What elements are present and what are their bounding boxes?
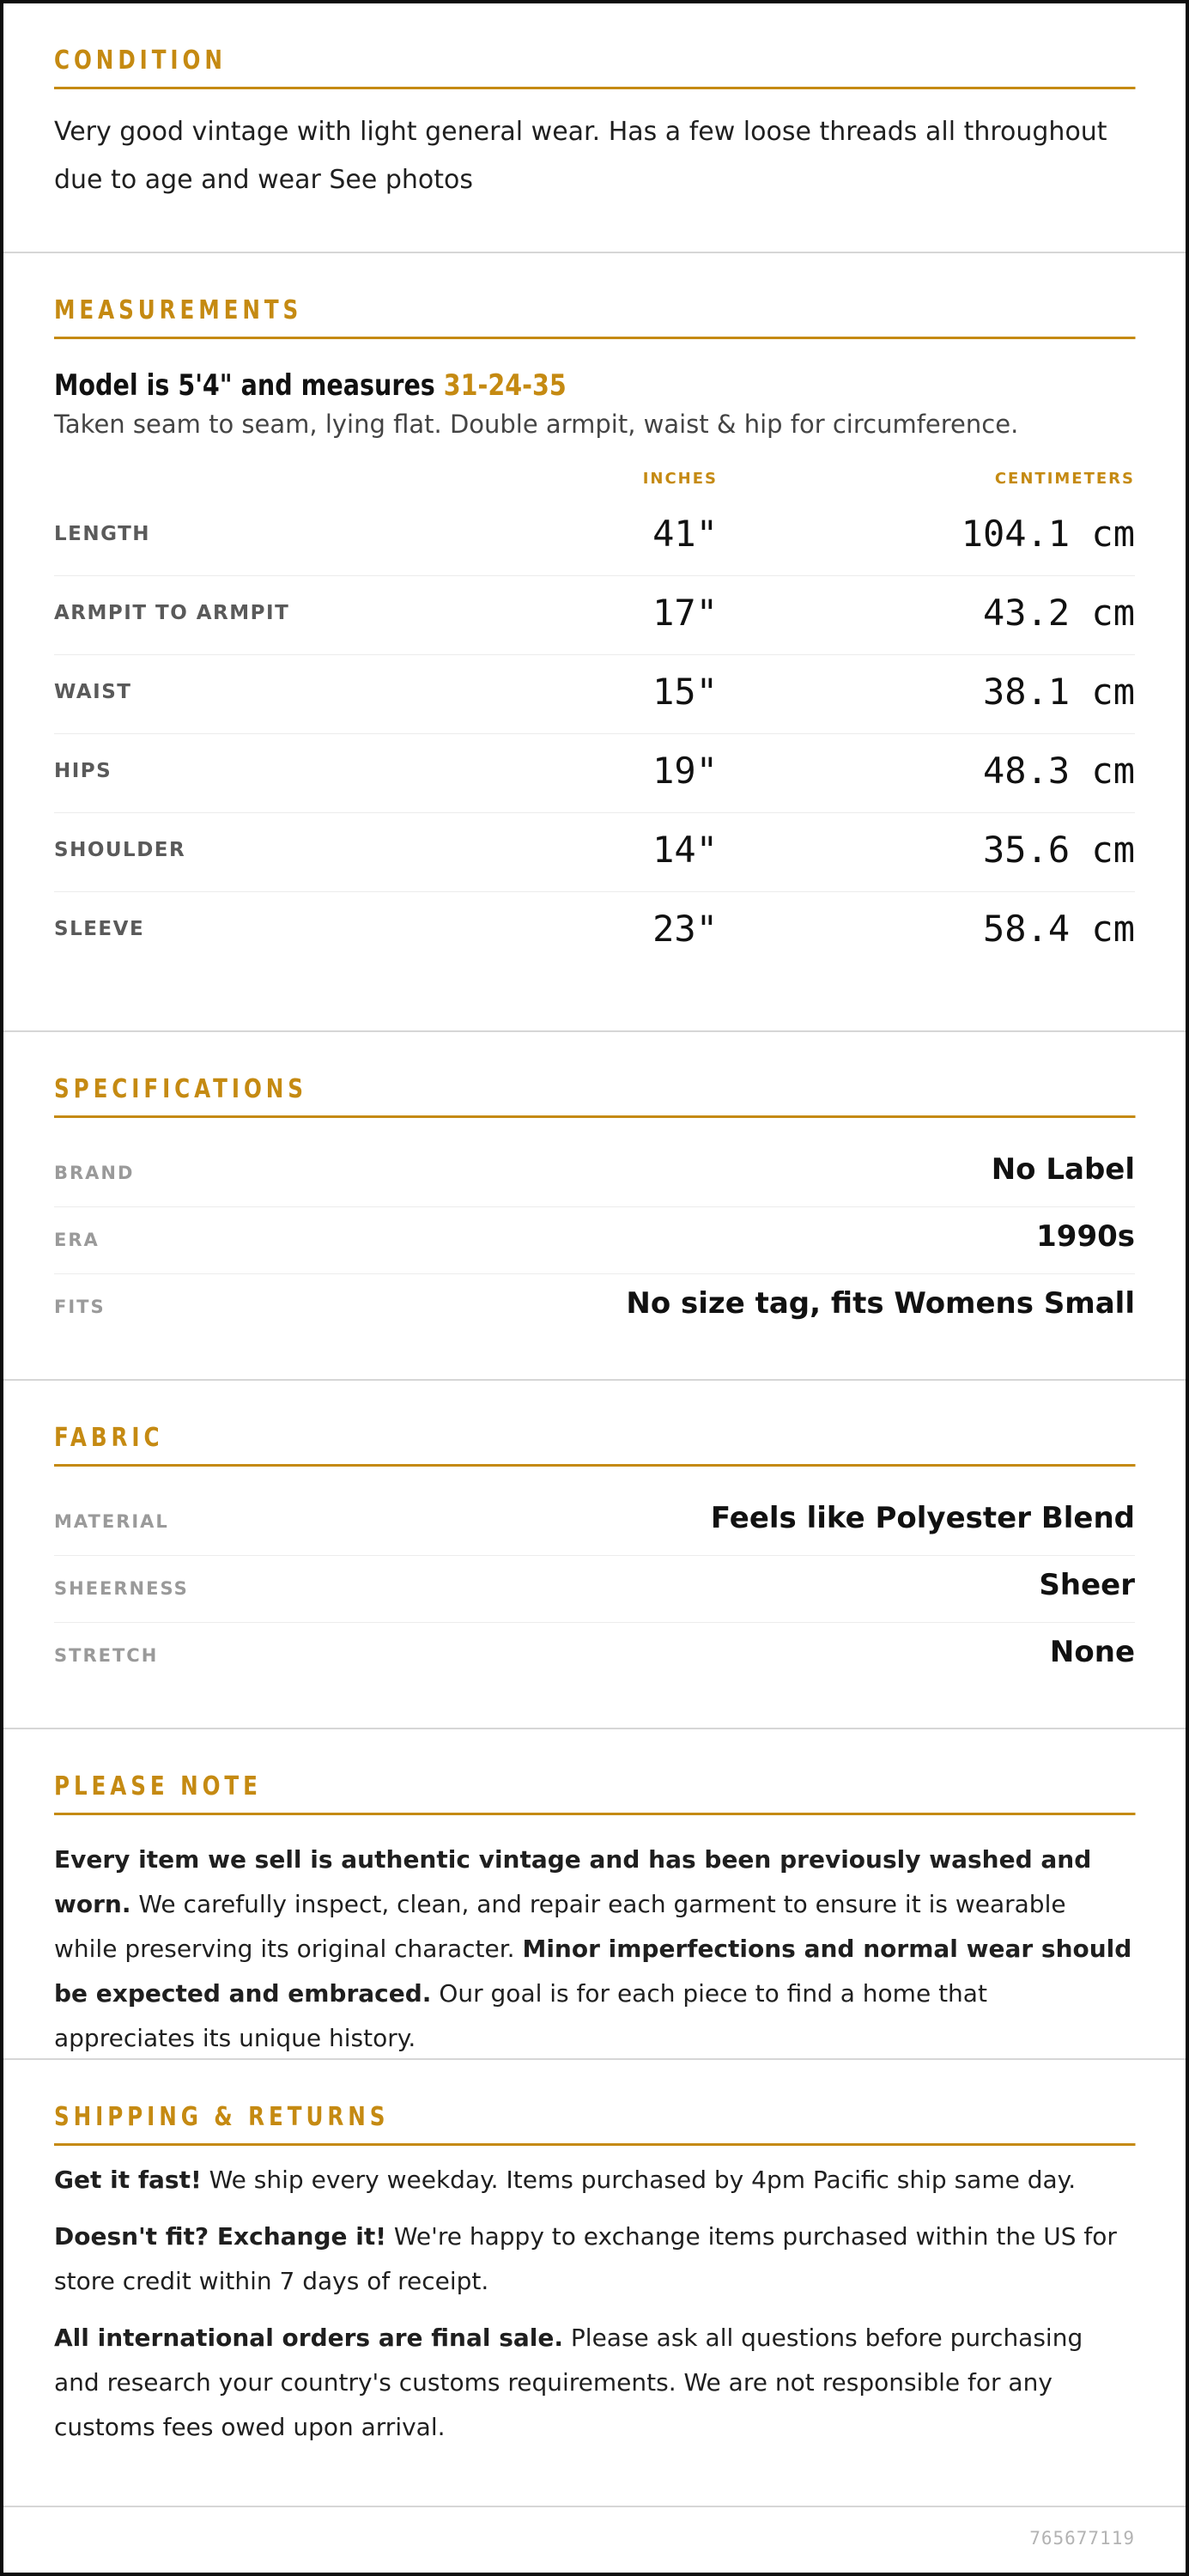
condition-heading: CONDITION	[54, 46, 1135, 89]
measurement-row-hips	[54, 734, 1135, 813]
measurement-row-sleeve	[54, 892, 1135, 970]
shipping-bold: All international orders are final sale.	[54, 2324, 564, 2352]
measurement-row-waist	[54, 655, 1135, 734]
specifications-heading: SPECIFICATIONS	[54, 1075, 1135, 1118]
shipping-paragraph-international	[54, 2316, 1135, 2450]
note-bold-2: Minor imperfections and normal wear should be expected and embraced.	[54, 1935, 1132, 2008]
spec-value: No Label	[991, 1152, 1135, 1187]
please-note-heading: PLEASE NOTE	[54, 1772, 1135, 1815]
condition-text: Very good vintage with light general wear. Has a few loose threads all throughout due to age and wear See photos	[54, 117, 1107, 195]
inches-column-header: INCHES	[642, 470, 718, 488]
shipping-bold: Get it fast!	[54, 2166, 202, 2194]
measurement-cm: 104.1 cm	[961, 513, 1135, 555]
measurement-label: ARMPIT TO ARMPIT	[54, 602, 290, 624]
shipping-text: We're happy to exchange items purchased within the US for store credit within 7 days of receipt.	[54, 2222, 1117, 2295]
measurement-row-shoulder	[54, 813, 1135, 892]
note-bold-1: Every item we sell is authentic vintage and has been previously washed and worn.	[54, 1845, 1092, 1918]
measurement-label: WAIST	[54, 681, 132, 703]
shipping-returns-section	[3, 2060, 1186, 2507]
measurements-subtitle: Taken seam to seam, lying flat. Double armpit, waist & hip for circumference.	[54, 410, 1019, 439]
spec-label: BRAND	[54, 1163, 135, 1183]
shipping-text: Please ask all questions before purchasing and research your country's customs requirements. We are not responsible for any customs fees owed upon arrival.	[54, 2324, 1083, 2441]
fabric-row-sheerness	[54, 1556, 1135, 1623]
fabric-value: None	[1049, 1635, 1135, 1669]
measurement-inches: 14"	[652, 829, 718, 871]
measurement-label: LENGTH	[54, 523, 151, 545]
shipping-text: We ship every weekday. Items purchased by 4pm Pacific ship same day.	[201, 2166, 1077, 2194]
fabric-label: SHEERNESS	[54, 1578, 189, 1599]
shipping-paragraph-exchange	[54, 2215, 1135, 2304]
measurement-row-length	[54, 497, 1135, 576]
specifications-list	[54, 1140, 1135, 1340]
fabric-heading: FABRIC	[54, 1424, 1135, 1467]
specifications-section	[3, 1032, 1186, 1381]
shipping-heading: SHIPPING & RETURNS	[54, 2103, 1135, 2146]
measurement-cm: 43.2 cm	[982, 592, 1135, 634]
shipping-bold: Doesn't fit? Exchange it!	[54, 2222, 386, 2251]
spec-value: 1990s	[1036, 1219, 1135, 1254]
measurement-label: SLEEVE	[54, 918, 145, 940]
measurement-cm: 48.3 cm	[982, 750, 1135, 792]
model-measurements	[54, 368, 1134, 403]
fabric-row-material	[54, 1489, 1135, 1556]
shipping-paragraph-fast	[54, 2158, 1135, 2202]
measurement-inches: 23"	[652, 908, 718, 950]
measurement-label: HIPS	[54, 760, 112, 782]
spec-row-era	[54, 1207, 1135, 1274]
fabric-value: Feels like Polyester Blend	[710, 1501, 1135, 1535]
spec-label: ERA	[54, 1230, 100, 1250]
measurement-inches: 15"	[652, 671, 718, 713]
measurement-cm: 38.1 cm	[982, 671, 1135, 713]
measurements-table	[54, 497, 1135, 970]
fabric-label: MATERIAL	[54, 1511, 169, 1532]
fabric-value: Sheer	[1039, 1568, 1135, 1602]
note-text-1: We carefully inspect, clean, and repair each garment to ensure it is wearable while preserving its original character.	[54, 1890, 1066, 1963]
spec-row-fits	[54, 1274, 1135, 1340]
please-note-text	[54, 1838, 1135, 2061]
fabric-label: STRETCH	[54, 1645, 159, 1666]
spec-row-brand	[54, 1140, 1135, 1207]
fabric-list	[54, 1489, 1135, 1689]
centimeters-column-header: CENTIMETERS	[994, 470, 1135, 488]
measurement-label: SHOULDER	[54, 839, 186, 861]
measurements-heading: MEASUREMENTS	[54, 296, 1135, 339]
measurement-cm: 58.4 cm	[982, 908, 1135, 950]
measurement-cm: 35.6 cm	[982, 829, 1135, 871]
spec-value: No size tag, fits Womens Small	[626, 1286, 1135, 1321]
please-note-section	[3, 1729, 1186, 2060]
measurements-section	[3, 253, 1186, 1032]
product-id: 765677119	[1029, 2528, 1135, 2549]
measurement-inches: 17"	[652, 592, 718, 634]
spec-label: FITS	[54, 1297, 106, 1317]
measurement-inches: 41"	[652, 513, 718, 555]
fabric-row-stretch	[54, 1623, 1135, 1689]
measurements-column-headers	[54, 463, 1135, 497]
model-measure-value: 31-24-35	[443, 368, 567, 403]
measurement-row-armpit	[54, 576, 1135, 655]
fabric-section	[3, 1381, 1186, 1729]
measurement-inches: 19"	[652, 750, 718, 792]
model-prefix: Model is 5'4" and measures	[54, 368, 444, 403]
condition-section	[3, 3, 1186, 253]
note-text-2: Our goal is for each piece to find a home that appreciates its unique history.	[54, 1979, 987, 2052]
